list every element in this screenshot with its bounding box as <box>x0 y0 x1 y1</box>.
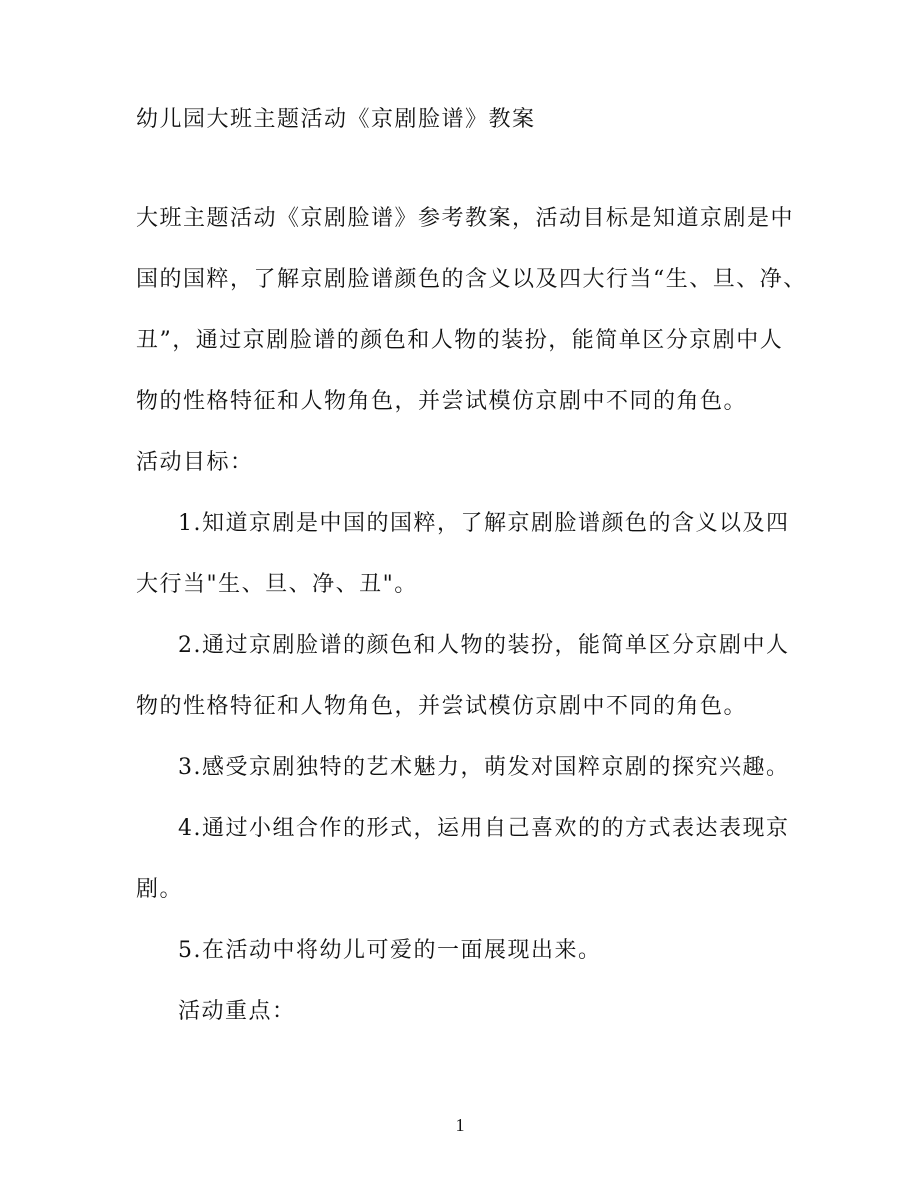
goal-1-line-2: 大行当"生、旦、净、丑"。 <box>136 572 418 597</box>
goal-2-line-2: 物的性格特征和人物角色，并尝试模仿京剧中不同的角色。 <box>136 694 748 719</box>
intro-line-1: 大班主题活动《京剧脸谱》参考教案，活动目标是知道京剧是中 <box>136 206 795 231</box>
goal-1-line-1: 1.知道京剧是中国的国粹，了解京剧脸谱颜色的含义以及四 <box>178 511 790 536</box>
focus-heading: 活动重点： <box>178 999 296 1024</box>
goal-2-line-1: 2.通过京剧脸谱的颜色和人物的装扮，能简单区分京剧中人 <box>178 633 790 658</box>
intro-line-3: 丑”，通过京剧脸谱的颜色和人物的装扮，能简单区分京剧中人 <box>136 328 784 353</box>
intro-line-4: 物的性格特征和人物角色，并尝试模仿京剧中不同的角色。 <box>136 389 748 414</box>
page-number: 1 <box>455 1115 465 1135</box>
goals-heading: 活动目标： <box>136 450 254 475</box>
document-title: 幼儿园大班主题活动《京剧脸谱》教案 <box>136 107 536 132</box>
goal-4-line-1: 4.通过小组合作的形式，运用自己喜欢的的方式表达表现京 <box>178 816 790 841</box>
intro-line-2: 国的国粹，了解京剧脸谱颜色的含义以及四大行当“生、旦、净、 <box>136 267 807 292</box>
goal-4-line-2: 剧。 <box>136 877 184 902</box>
goal-5: 5.在活动中将幼儿可爱的一面展现出来。 <box>178 938 602 963</box>
goal-3: 3.感受京剧独特的艺术魅力，萌发对国粹京剧的探究兴趣。 <box>178 755 790 780</box>
